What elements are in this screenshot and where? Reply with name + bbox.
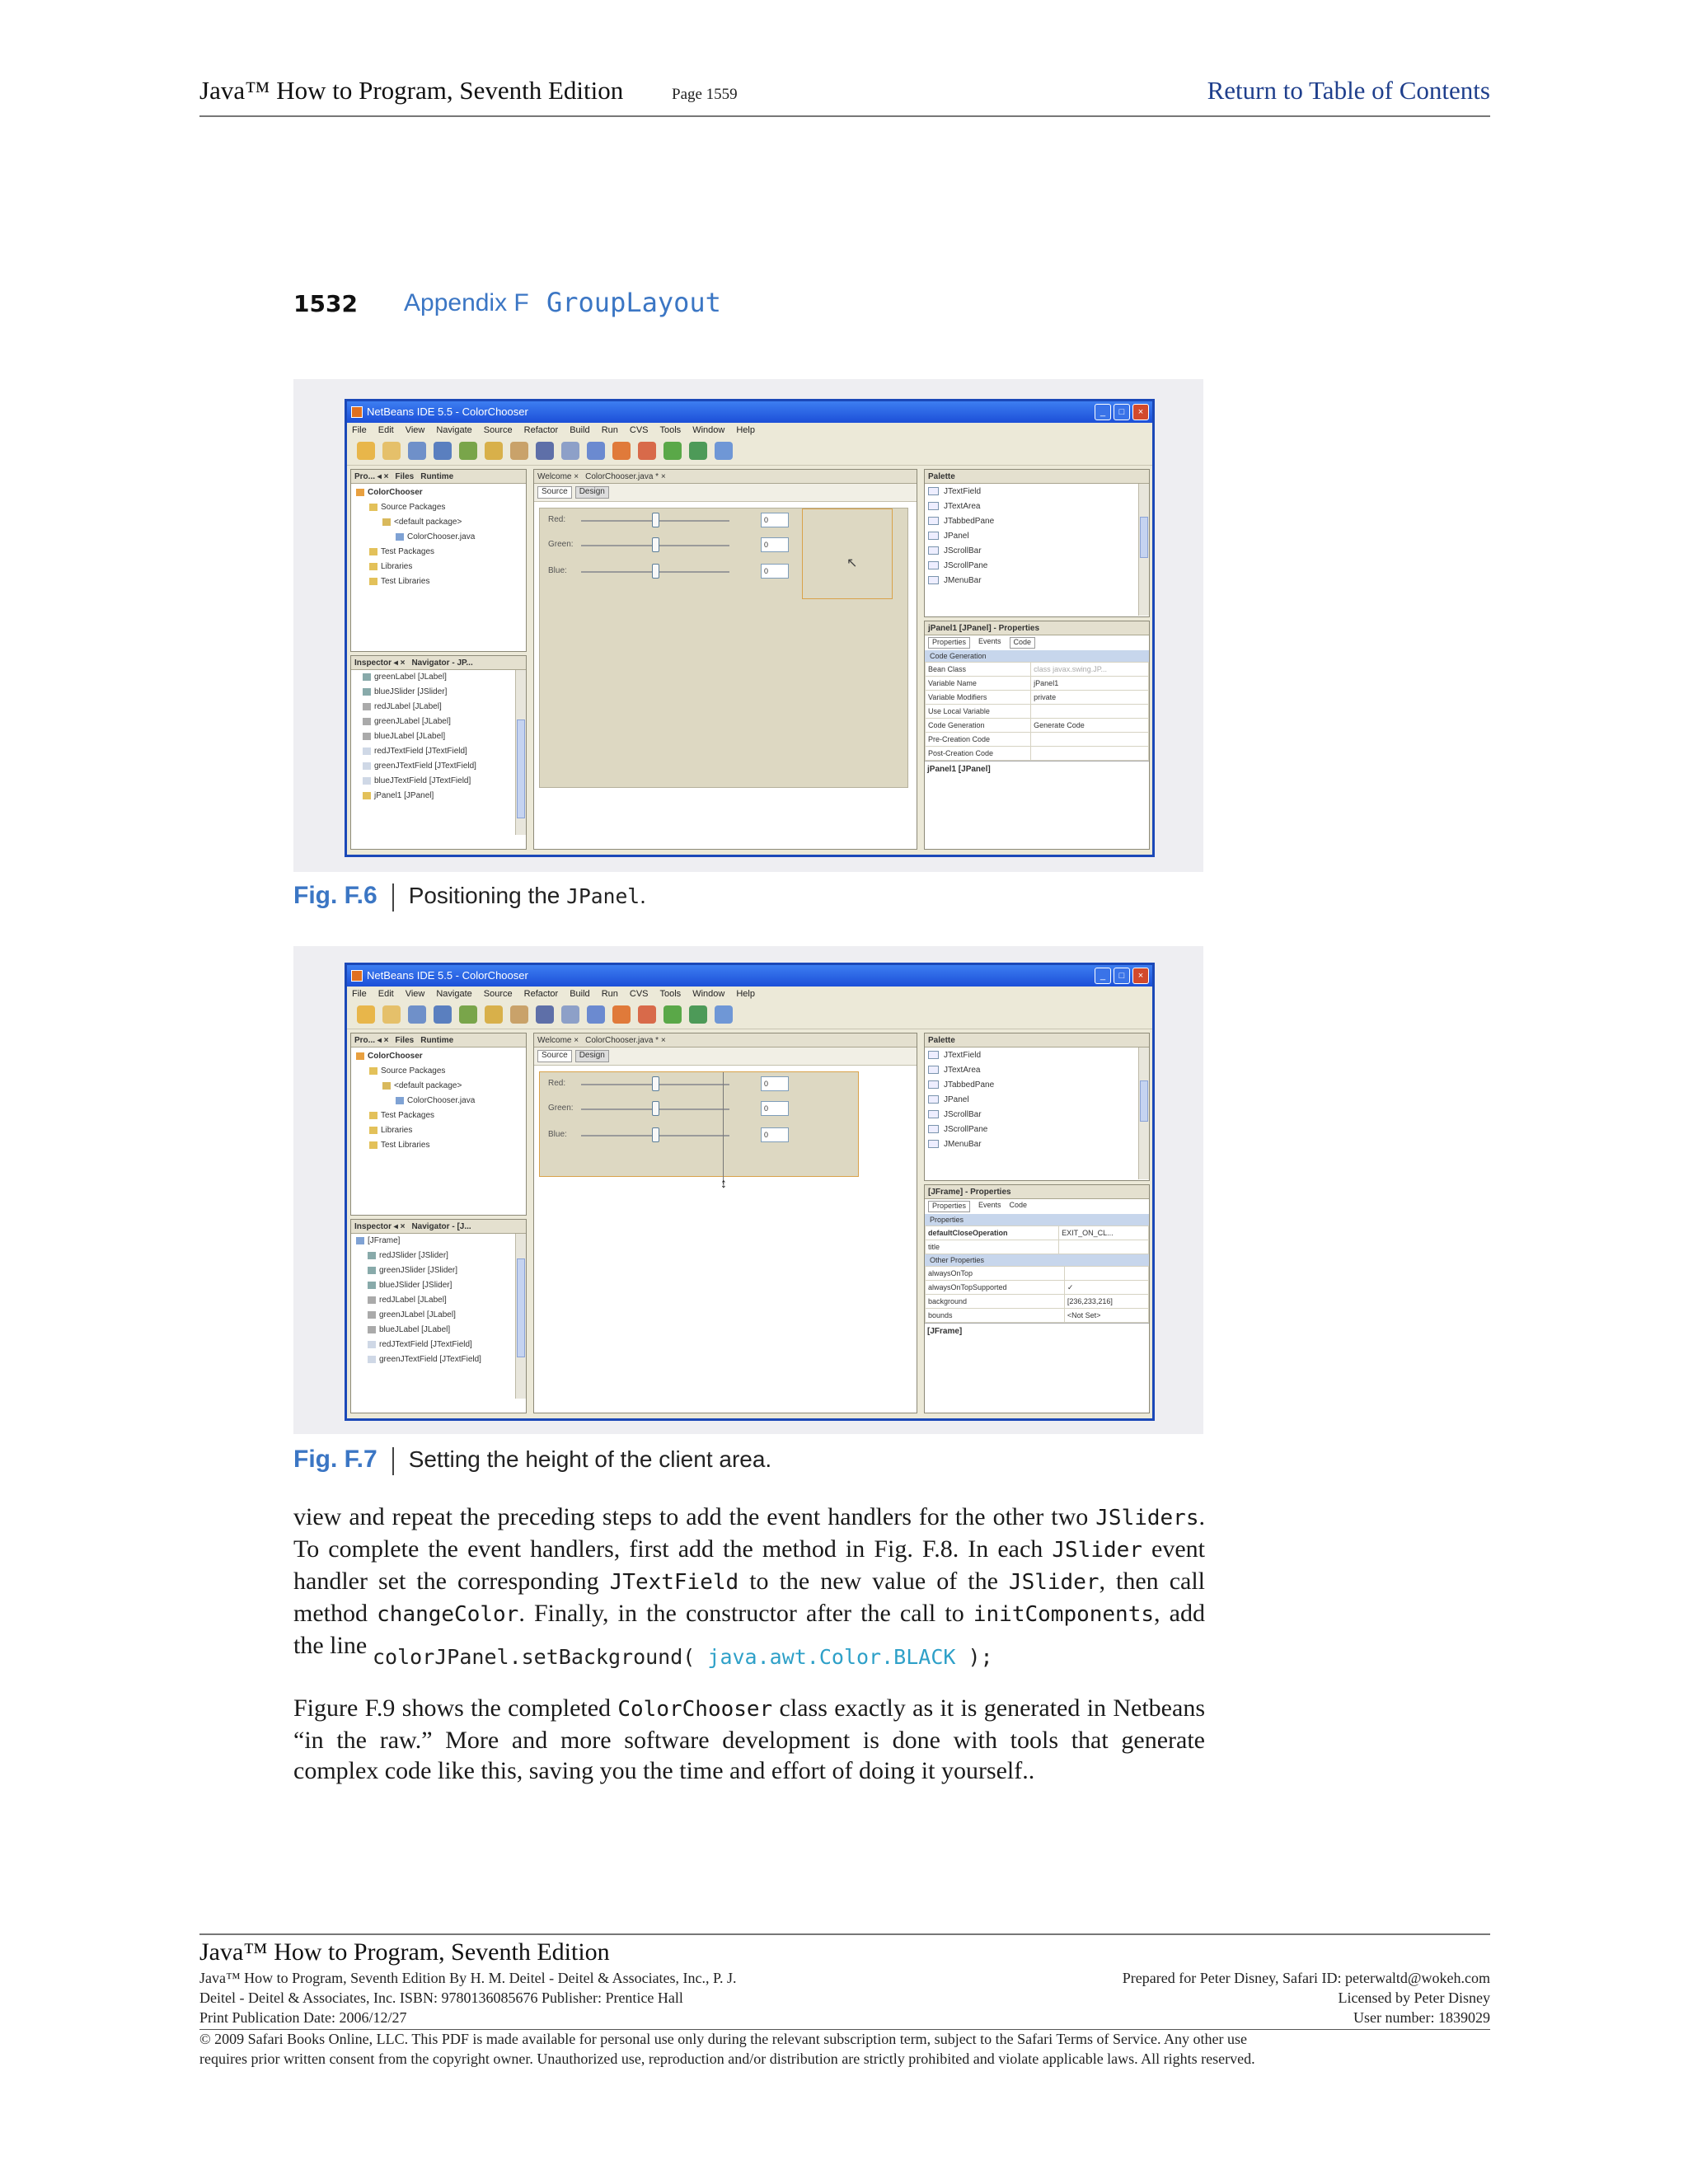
tab-properties[interactable]: Properties — [928, 1201, 970, 1212]
palette-item[interactable]: JTextArea — [928, 1063, 1149, 1078]
design-view-button[interactable]: Design — [575, 1050, 609, 1062]
menu-navigate[interactable]: Navigate — [436, 989, 472, 999]
tree-item[interactable]: Test Packages — [356, 545, 526, 560]
inspector-item[interactable]: blueJSlider [JSlider] — [356, 1278, 526, 1293]
menu-source[interactable]: Source — [483, 425, 513, 435]
tree-item[interactable]: Libraries — [356, 560, 526, 574]
maximize-button[interactable]: □ — [1114, 404, 1130, 420]
properties-pane — [924, 621, 1150, 850]
label-icon — [363, 718, 371, 725]
folder-icon — [369, 1067, 377, 1075]
properties-pane — [924, 1184, 1150, 1413]
ide-window — [345, 399, 1155, 857]
inspector-pane — [350, 1219, 527, 1413]
mouse-cursor-icon: ↖ — [846, 556, 858, 570]
projects-pane — [350, 469, 527, 652]
properties-title: [JFrame] - Properties — [928, 1188, 1011, 1197]
slider-icon — [363, 688, 371, 696]
jpanel-placeholder[interactable] — [802, 509, 893, 599]
panel-icon — [928, 1095, 939, 1104]
menu-file[interactable]: File — [352, 425, 367, 435]
page-header — [199, 76, 1490, 117]
tab-events[interactable]: Events — [978, 637, 1001, 645]
inline-code: JSlider — [1052, 1538, 1142, 1563]
menu-cvs[interactable]: CVS — [629, 989, 649, 999]
palette-title: Palette — [928, 1036, 955, 1045]
inspector-item[interactable]: blueJLabel [JLabel] — [363, 729, 526, 744]
paste-icon[interactable] — [510, 442, 528, 460]
tree-item[interactable]: Source Packages — [356, 1064, 526, 1079]
tab-inspector[interactable]: Inspector ◂ × — [354, 1222, 406, 1231]
tab-navigator[interactable]: Navigator - [J... — [411, 1222, 471, 1231]
menu-edit[interactable]: Edit — [377, 425, 394, 435]
palette-item[interactable]: JTextField — [928, 1048, 1149, 1063]
cut-icon[interactable] — [459, 442, 477, 460]
appendix-label: Appendix F — [404, 289, 529, 316]
tabbedpane-icon — [928, 1080, 939, 1089]
redo-icon[interactable] — [561, 442, 579, 460]
inspector-item[interactable]: redJTextField [JTextField] — [363, 744, 526, 759]
inspector-item[interactable]: [JFrame] — [356, 1234, 526, 1249]
find-icon[interactable] — [587, 1005, 605, 1024]
undo-icon[interactable] — [536, 442, 554, 460]
tab-events[interactable]: Events — [978, 1201, 1001, 1209]
palette-item[interactable]: JTabbedPane — [928, 1078, 1149, 1093]
menu-cvs[interactable]: CVS — [629, 425, 649, 435]
copy-icon[interactable] — [485, 442, 503, 460]
menu-help[interactable]: Help — [736, 989, 755, 999]
tab-properties[interactable]: Properties — [928, 637, 970, 649]
tree-item[interactable]: Test Packages — [356, 1108, 526, 1123]
folder-icon — [369, 563, 377, 570]
palette-item[interactable]: JScrollBar — [928, 544, 1149, 559]
menu-build[interactable]: Build — [570, 425, 590, 435]
tab-welcome[interactable]: Welcome × — [537, 1036, 579, 1045]
build-icon[interactable] — [612, 1005, 631, 1024]
textarea-icon — [928, 1066, 939, 1074]
folder-icon — [369, 504, 377, 511]
tree-item[interactable]: ColorChooser — [356, 1049, 526, 1064]
return-to-toc-link[interactable]: Return to Table of Contents — [1207, 76, 1490, 105]
new-project-icon[interactable] — [357, 1005, 375, 1024]
inline-code: JSlider — [1008, 1570, 1100, 1595]
copy-icon[interactable] — [485, 1005, 503, 1024]
inspector-scrollbar[interactable] — [515, 670, 526, 835]
tree-item[interactable]: <default package> — [356, 1079, 526, 1094]
slider-icon — [368, 1267, 376, 1274]
tab-files[interactable]: Files — [395, 472, 415, 481]
tab-welcome[interactable]: Welcome × — [537, 472, 579, 481]
blue-textfield[interactable]: 0 — [761, 1127, 789, 1142]
java-file-icon — [396, 533, 404, 541]
textfield-icon — [363, 748, 371, 755]
menu-refactor[interactable]: Refactor — [523, 989, 559, 999]
inspector-item[interactable]: jPanel1 [JPanel] — [363, 789, 526, 804]
other-properties-table — [925, 1266, 1149, 1323]
panel-icon — [363, 792, 371, 799]
prose-text: to the new value of the — [738, 1568, 1009, 1595]
scrollbar-icon — [928, 1110, 939, 1118]
menu-refactor[interactable]: Refactor — [523, 425, 559, 435]
tree-item[interactable]: Libraries — [356, 1123, 526, 1138]
red-label: Red: — [548, 1079, 566, 1088]
label-icon — [368, 1326, 376, 1333]
page-footer — [199, 1933, 1490, 2067]
alignment-guide — [723, 1072, 724, 1184]
blue-label: Blue: — [548, 566, 567, 575]
save-all-icon[interactable] — [434, 1005, 452, 1024]
editor-pane — [533, 1033, 917, 1413]
folder-icon — [369, 1141, 377, 1149]
editor-pane — [533, 469, 917, 850]
figure-f6 — [293, 379, 1203, 872]
property-row[interactable]: Bean Class class javax.swing.JP... — [926, 663, 1149, 677]
palette-scrollbar[interactable] — [1138, 1047, 1149, 1179]
menu-file[interactable]: File — [352, 989, 367, 999]
inline-code: JTextField — [609, 1570, 739, 1595]
label-icon — [363, 703, 371, 710]
ide-titlebar — [347, 965, 1152, 987]
inspector-item[interactable]: greenLabel [JLabel] — [363, 670, 526, 685]
book-page-number: 1532 — [293, 290, 358, 317]
menubar-icon — [928, 576, 939, 584]
footer-pubdate-line: Print Publication Date: 2006/12/27 — [199, 2009, 407, 2026]
panel-icon — [928, 532, 939, 540]
menu-help[interactable]: Help — [736, 425, 755, 435]
body-paragraph-1 — [293, 1502, 1205, 1661]
close-button[interactable]: × — [1132, 404, 1149, 420]
package-icon — [382, 518, 391, 526]
frame-icon — [356, 1237, 364, 1244]
footer-isbn-line: Deitel - Deitel & Associates, Inc. ISBN: 9780136085676 Publisher: Prentice Hall — [199, 1990, 683, 2006]
footer-author-line: Java™ How to Program, Seventh Edition By H. M. Deitel - Deitel & Associates, Inc., P. J. — [199, 1970, 737, 1986]
green-textfield[interactable]: 0 — [761, 537, 789, 552]
property-row[interactable]: alwaysOnTopSupported ✓ — [926, 1281, 1149, 1295]
new-project-icon[interactable] — [357, 442, 375, 460]
tabbedpane-icon — [928, 517, 939, 525]
inspector-item[interactable]: redJLabel [JLabel] — [363, 700, 526, 715]
book-title: Java™ How to Program, Seventh Edition — [199, 76, 624, 105]
java-file-icon — [396, 1097, 404, 1104]
footer-prepared-for: Prepared for Peter Disney, Safari ID: peterwaltd@wokeh.com — [1122, 1970, 1490, 1986]
green-textfield[interactable]: 0 — [761, 1101, 789, 1116]
source-view-button[interactable]: Source — [537, 1050, 572, 1062]
palette-item[interactable]: JPanel — [928, 529, 1149, 544]
property-row[interactable]: Code Generation Generate Code — [926, 719, 1149, 733]
inspector-item[interactable]: blueJLabel [JLabel] — [356, 1323, 526, 1338]
property-row[interactable]: background [236,233,216] — [926, 1295, 1149, 1309]
properties-group[interactable]: Properties — [925, 1214, 1149, 1226]
scrollbar-icon — [928, 546, 939, 555]
footer-user-number: User number: 1839029 — [1353, 2009, 1490, 2026]
prose-text: event handler set the corresponding — [293, 1535, 1205, 1595]
property-row[interactable]: title — [926, 1240, 1149, 1254]
maximize-button[interactable]: □ — [1114, 968, 1130, 984]
folder-icon — [369, 548, 377, 555]
properties-footer: [JFrame] — [925, 1323, 1149, 1339]
properties-footer: jPanel1 [JPanel] — [925, 761, 1149, 777]
tree-item[interactable]: ColorChooser — [356, 485, 526, 500]
property-row[interactable]: Variable Name jPanel1 — [926, 677, 1149, 691]
save-all-icon[interactable] — [434, 442, 452, 460]
footer-legal-line-2: requires prior written consent from the copyright owner. Unauthorized use, reproduction and/or distribution are strictly prohibited and violate applicable laws. All rights reserved. — [199, 2050, 1255, 2067]
label-icon — [368, 1311, 376, 1319]
code-generation-group[interactable]: Code Generation — [925, 650, 1149, 662]
folder-icon — [369, 578, 377, 585]
tab-colorchooser-java[interactable]: ColorChooser.java * × — [585, 1036, 666, 1045]
property-row[interactable]: Variable Modifiers private — [926, 691, 1149, 705]
tree-item[interactable]: Test Libraries — [356, 574, 526, 589]
tree-item[interactable]: <default package> — [356, 515, 526, 530]
inspector-item[interactable]: blueJSlider [JSlider] — [363, 685, 526, 700]
menu-run[interactable]: Run — [601, 989, 618, 999]
clean-build-icon[interactable] — [638, 442, 656, 460]
new-file-icon[interactable] — [382, 1005, 401, 1024]
prose-text: class exactly as it is generated in Netbeans “in the raw.” More and more software development is done with tools that generate complex code like this, saving you the time and effort of doing it yourself.. — [293, 1694, 1205, 1784]
menu-tools[interactable]: Tools — [659, 989, 682, 999]
tree-item[interactable]: ColorChooser.java — [356, 530, 526, 545]
palette-item[interactable]: JTabbedPane — [928, 514, 1149, 529]
minimize-button[interactable]: _ — [1095, 968, 1111, 984]
green-label: Green: — [548, 1104, 574, 1113]
inline-code: ColorChooser — [617, 1697, 773, 1722]
ide-toolbar — [347, 1002, 1152, 1029]
property-row[interactable]: defaultCloseOperation EXIT_ON_CL... — [926, 1226, 1149, 1240]
palette-scrollbar[interactable] — [1138, 484, 1149, 616]
open-project-icon[interactable] — [408, 1005, 426, 1024]
build-icon[interactable] — [612, 442, 631, 460]
ide-toolbar — [347, 438, 1152, 466]
property-row[interactable]: alwaysOnTop — [926, 1267, 1149, 1281]
textfield-icon — [928, 1051, 939, 1059]
debug-icon[interactable] — [689, 1005, 707, 1024]
design-view-button[interactable]: Design — [575, 486, 609, 499]
inspector-item[interactable]: greenJLabel [JLabel] — [363, 715, 526, 729]
tab-runtime[interactable]: Runtime — [420, 1036, 454, 1045]
ide-title: NetBeans IDE 5.5 - ColorChooser — [367, 969, 528, 982]
projects-pane — [350, 1033, 527, 1216]
blue-label: Blue: — [548, 1130, 567, 1139]
palette-pane — [924, 1033, 1150, 1181]
palette-item[interactable]: JTextArea — [928, 499, 1149, 514]
tab-files[interactable]: Files — [395, 1036, 415, 1045]
menu-source[interactable]: Source — [483, 989, 513, 999]
slider-icon — [368, 1282, 376, 1289]
red-textfield[interactable]: 0 — [761, 1076, 789, 1091]
inspector-item[interactable]: greenJTextField [JTextField] — [363, 759, 526, 774]
inspector-item[interactable]: greenJTextField [JTextField] — [356, 1352, 526, 1367]
menu-tools[interactable]: Tools — [659, 425, 682, 435]
netbeans-icon — [351, 970, 363, 982]
figure-f7-caption: Fig. F.7 Setting the height of the client area. — [293, 1446, 771, 1475]
profile-icon[interactable] — [715, 1005, 733, 1024]
minimize-button[interactable]: _ — [1095, 404, 1111, 420]
figure-f6-caption: Fig. F.6 Positioning the JPanel. — [293, 882, 646, 912]
green-label: Green: — [548, 540, 574, 549]
cut-icon[interactable] — [459, 1005, 477, 1024]
undo-icon[interactable] — [536, 1005, 554, 1024]
palette-pane — [924, 469, 1150, 617]
inspector-item[interactable]: greenJSlider [JSlider] — [356, 1263, 526, 1278]
palette-item[interactable]: JPanel — [928, 1093, 1149, 1108]
inspector-item[interactable]: blueJTextField [JTextField] — [363, 774, 526, 789]
page-label: Page 1559 — [672, 86, 738, 103]
ide-titlebar — [347, 401, 1152, 423]
package-icon — [382, 1082, 391, 1090]
properties-title: jPanel1 [JPanel] - Properties — [928, 624, 1040, 633]
paste-icon[interactable] — [510, 1005, 528, 1024]
project-icon — [356, 489, 364, 496]
source-view-button[interactable]: Source — [537, 486, 572, 499]
palette-item[interactable]: JMenuBar — [928, 574, 1149, 588]
tab-runtime[interactable]: Runtime — [420, 472, 454, 481]
chapter-title: GroupLayout — [546, 287, 721, 318]
palette-item[interactable]: JScrollBar — [928, 1108, 1149, 1122]
blue-textfield[interactable]: 0 — [761, 564, 789, 579]
palette-item[interactable]: JMenuBar — [928, 1137, 1149, 1152]
inline-code: JSliders — [1095, 1506, 1199, 1530]
clean-build-icon[interactable] — [638, 1005, 656, 1024]
ide-title: NetBeans IDE 5.5 - ColorChooser — [367, 405, 528, 418]
tab-colorchooser-java[interactable]: ColorChooser.java * × — [585, 472, 666, 481]
property-row[interactable]: Use Local Variable — [926, 705, 1149, 719]
inspector-item[interactable]: redJTextField [JTextField] — [356, 1338, 526, 1352]
label-icon — [368, 1296, 376, 1304]
menu-navigate[interactable]: Navigate — [436, 425, 472, 435]
tab-navigator[interactable]: Navigator - JP... — [411, 658, 473, 668]
ide-menubar — [347, 423, 1152, 438]
project-icon — [356, 1052, 364, 1060]
footer-legal-line-1: © 2009 Safari Books Online, LLC. This PDF is made available for personal use only during the relevant subscription term, subject to the Safari Terms of Service. Any other use — [199, 2031, 1247, 2047]
new-file-icon[interactable] — [382, 442, 401, 460]
red-textfield[interactable]: 0 — [761, 513, 789, 527]
tab-inspector[interactable]: Inspector ◂ × — [354, 658, 406, 668]
prose-text: . To complete the event handlers, first add the method in Fig. F.8. In each — [293, 1503, 1205, 1563]
tree-item[interactable]: Source Packages — [356, 500, 526, 515]
tree-item[interactable]: ColorChooser.java — [356, 1094, 526, 1108]
close-button[interactable]: × — [1132, 968, 1149, 984]
prose-text: . Finally, in the constructor after the call to — [518, 1600, 973, 1627]
netbeans-icon — [351, 406, 363, 418]
menu-window[interactable]: Window — [692, 425, 725, 435]
prose-text: , add the line — [293, 1600, 1205, 1659]
run-icon[interactable] — [663, 1005, 682, 1024]
menu-view[interactable]: View — [405, 425, 425, 435]
resize-cursor-icon: ↕ — [720, 1177, 727, 1191]
folder-icon — [369, 1112, 377, 1119]
red-slider-thumb[interactable] — [652, 1076, 659, 1091]
green-slider-thumb[interactable] — [652, 537, 659, 552]
figure-f7 — [293, 946, 1203, 1434]
menubar-icon — [928, 1140, 939, 1148]
ide-window — [345, 963, 1155, 1421]
property-row[interactable]: Post-Creation Code — [926, 747, 1149, 761]
property-row[interactable]: bounds <Not Set> — [926, 1309, 1149, 1323]
palette-item[interactable]: JScrollPane — [928, 1122, 1149, 1137]
other-properties-group[interactable]: Other Properties — [925, 1254, 1149, 1266]
tab-projects[interactable]: Pro... ◂ × — [354, 472, 389, 481]
red-slider-thumb[interactable] — [652, 513, 659, 527]
inline-code: initComponents — [973, 1602, 1155, 1627]
properties-table — [925, 662, 1149, 761]
textfield-icon — [368, 1341, 376, 1348]
find-icon[interactable] — [587, 442, 605, 460]
inspector-item[interactable]: redJSlider [JSlider] — [356, 1249, 526, 1263]
debug-icon[interactable] — [689, 442, 707, 460]
menu-edit[interactable]: Edit — [377, 989, 394, 999]
red-label: Red: — [548, 515, 566, 524]
ide-menubar — [347, 987, 1152, 1002]
folder-icon — [369, 1127, 377, 1134]
palette-item[interactable]: JTextField — [928, 485, 1149, 499]
property-row[interactable]: Pre-Creation Code — [926, 733, 1149, 747]
run-icon[interactable] — [663, 442, 682, 460]
blue-slider-thumb[interactable] — [652, 1127, 659, 1142]
blue-slider-thumb[interactable] — [652, 564, 659, 579]
footer-book-title: Java™ How to Program, Seventh Edition — [199, 1938, 610, 1966]
redo-icon[interactable] — [561, 1005, 579, 1024]
inspector-scrollbar[interactable] — [515, 1234, 526, 1399]
component-icon — [363, 673, 371, 681]
scrollpane-icon — [928, 1125, 939, 1133]
green-slider-thumb[interactable] — [652, 1101, 659, 1116]
inspector-item[interactable]: redJLabel [JLabel] — [356, 1293, 526, 1308]
inline-code: changeColor — [377, 1602, 519, 1627]
figure-number: Fig. F.6 — [293, 882, 377, 909]
inspector-item[interactable]: greenJLabel [JLabel] — [356, 1308, 526, 1323]
body-paragraph-2 — [293, 1693, 1205, 1786]
textfield-icon — [363, 777, 371, 785]
menu-build[interactable]: Build — [570, 989, 590, 999]
textfield-icon — [363, 762, 371, 770]
tab-code[interactable]: Code — [1010, 637, 1036, 649]
palette-item[interactable]: JScrollPane — [928, 559, 1149, 574]
footer-licensed-by: Licensed by Peter Disney — [1338, 1990, 1490, 2006]
design-form[interactable] — [539, 1071, 859, 1177]
inspector-pane — [350, 655, 527, 850]
menu-view[interactable]: View — [405, 989, 425, 999]
properties-table — [925, 1226, 1149, 1254]
slider-icon — [368, 1252, 376, 1259]
label-icon — [363, 733, 371, 740]
prose-text: view and repeat the preceding steps to add the event handlers for the other two — [293, 1503, 1096, 1530]
profile-icon[interactable] — [715, 442, 733, 460]
tree-item[interactable]: Test Libraries — [356, 1138, 526, 1153]
prose-text: Figure F.9 shows the completed — [293, 1694, 618, 1722]
tab-projects[interactable]: Pro... ◂ × — [354, 1036, 389, 1045]
textfield-icon — [368, 1356, 376, 1363]
palette-title: Palette — [928, 472, 955, 481]
textarea-icon — [928, 502, 939, 510]
code-line: colorJPanel.setBackground( java.awt.Color.BLACK ); — [373, 1645, 993, 1669]
open-project-icon[interactable] — [408, 442, 426, 460]
menu-window[interactable]: Window — [692, 989, 725, 999]
scrollpane-icon — [928, 561, 939, 569]
figure-number: Fig. F.7 — [293, 1446, 377, 1473]
tab-code[interactable]: Code — [1009, 1201, 1028, 1209]
textfield-icon — [928, 487, 939, 495]
menu-run[interactable]: Run — [601, 425, 618, 435]
prose-text: , then call method — [293, 1568, 1205, 1627]
design-form[interactable] — [539, 508, 908, 788]
